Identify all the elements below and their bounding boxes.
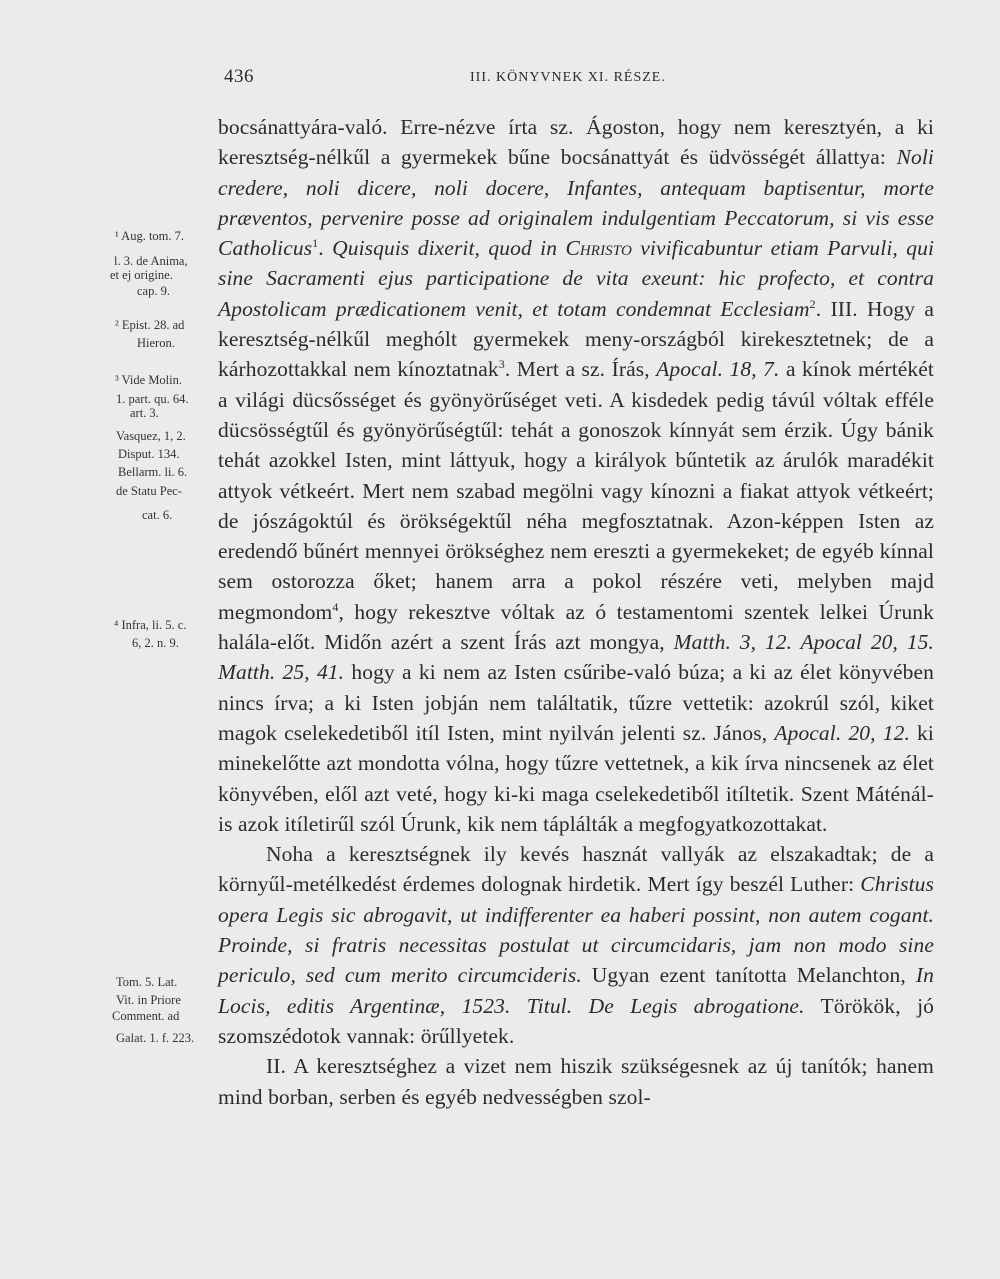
margin-note: art. 3. (130, 406, 159, 420)
footnote-ref: 1 (312, 236, 319, 251)
margin-note: Comment. ad (112, 1009, 180, 1023)
latin-quote: Quisquis dixerit, quod in (332, 236, 566, 261)
scripture-reference: Apocal. 18, 7. (656, 357, 780, 382)
margin-note: Vit. in Priore (116, 993, 181, 1007)
text-run: bocsánattyára-való. Erre-nézve írta sz. Ágoston, hogy nem keresztyén, a ki keresztség-nélkűl a gyermekek bűne bocsánattyát és üdvösségét állattya: (218, 115, 934, 170)
paragraph-1 (218, 112, 934, 839)
text-run: a kínok mértékét a világi dücsősséget és gyönyörűséget veti. A kisdedek pedig távúl vóltak efféle dücsösségtűl és gyönyörűségtűl: tehát a gonoszok kínnyát sem érzik. Úgy bánik tehát azokkel Isten, mint láttyuk, hogy a királyok bűntetik az árulók maradékit attyok vétkeért. Mert nem szabad megölni vagy kínozni a fiakat attyok vétkeért; de jószágoktúl és örökségektűl néha megfosztatnak. Azon-képpen Isten az eredendő bűnért mennyei örökséghez nem ereszti a gyermekeket; de egyéb kínnal sem ostorozza őket; hanem arra a pokol részére veti, melyben majd megmondom (218, 357, 934, 624)
margin-note: ³ Vide Molin. (115, 373, 183, 387)
footnote-ref: 4 (332, 599, 339, 614)
text-run: , hogy rekesztve vóltak az ó testamentomi szentek lelkei Úrunk halála-előt. Midőn azért a szent Írás azt mongya, (218, 599, 934, 655)
text-run: Ugyan ezent tanította Melanchton, (581, 963, 916, 988)
text-run: . (318, 236, 333, 261)
margin-note: Bellarm. li. 6. (118, 465, 188, 479)
margin-note: Galat. 1. f. 223. (116, 1031, 195, 1045)
margin-note: l. 3. de Anima, (114, 254, 188, 268)
footnote-ref: 2 (809, 296, 816, 311)
paragraph-2 (218, 839, 934, 1051)
text-run: . III. Hogy a keresztség-nélkűl meghólt gyermekek meny-országból kirekesztetnek; de a kárhozottakkal nem kínoztatnak (218, 296, 934, 382)
latin-quote: Noli credere, noli dicere, noli docere, Infantes, antequam baptisentur, morte præventos, pervenire posse ad originalem indulgentiam Peccatorum, si vis esse Catholicus (218, 145, 934, 261)
text-run: Noha a keresztségnek ily kevés hasznát vallyák az elszakadtak; de a környűl-metélkedést érdemes dolognak hirdetik. Mert így beszél Luther: (218, 842, 934, 897)
margin-note: Disput. 134. (118, 447, 180, 461)
margin-note: 1. part. qu. 64. (116, 392, 189, 406)
margin-note: cat. 6. (142, 508, 173, 522)
latin-quote-smallcaps: Christo (565, 236, 632, 261)
margin-note: et ej origine. (110, 268, 173, 282)
margin-note: Vasquez, 1, 2. (116, 429, 186, 443)
book-reference: In Locis, editis Argentinæ, 1523. Titul. De Legis abrogatione. (218, 963, 934, 1018)
margin-note: Hieron. (137, 336, 175, 350)
text-run: ki minekelőtte azt mondotta vólna, hogy tűzre vettetnek, a kik írva nincsenek az élet könyvében, elől azt veté, hogy ki-ki maga cselekedetiből itíltetik. Szent Máténál-is azok itíletirűl szól Úrunk, kik nem táplálták a megfogyatkozottakat. (218, 720, 934, 836)
margin-note: Tom. 5. Lat. (116, 975, 178, 989)
scripture-reference: Apocal. 20, 12. (774, 720, 910, 745)
page-number: 436 (224, 66, 254, 87)
margin-note: ⁴ Infra, li. 5. c. (114, 618, 187, 632)
latin-quote: Christus opera Legis sic abrogavit, ut indifferenter ea haberi possint, non autem cogant. Proinde, si fratris necessitas postulat ut circumcidaris, jam non modo sine periculo, sed cum merito circumcideris. (218, 872, 934, 988)
text-run: hogy a ki nem az Isten csűribe-való búza; a ki az élet könyvében nincs írva; a ki Isten jobján nem találtatik, tűzre vettetik: azokrúl szól, kiket magok cselekedetiből itíl Isten, mint nyilván jelenti sz. János, (218, 660, 934, 745)
latin-quote: vivificabuntur etiam Parvuli, qui sine Sacramenti ejus participatione de vita exeunt: hic profecto, et contra Apostolicam prædicationem venit, et totam condemnat Ecclesiam (218, 236, 935, 321)
text-run: II. A keresztséghez a vizet nem hiszik szükségesnek az új tanítók; hanem mind borban, serben és egyéb nedvességben szol- (218, 1054, 934, 1109)
scripture-reference: Matth. 3, 12. Apocal 20, 15. Matth. 25, 41. (218, 630, 934, 685)
main-text (218, 112, 934, 1112)
paragraph-3 (218, 1051, 934, 1112)
text-run: . Mert a sz. Írás, (504, 357, 657, 382)
margin-note: ² Epist. 28. ad (115, 318, 185, 332)
margin-note: cap. 9. (137, 284, 170, 298)
text-run: Törökök, jó szomszédotok vannak: örűllyetek. (218, 993, 935, 1048)
margin-note: 6, 2. n. 9. (132, 636, 179, 650)
running-title: III. KÖNYVNEK XI. RÉSZE. (470, 70, 666, 85)
footnote-ref: 3 (498, 357, 505, 372)
margin-note: de Statu Pec- (116, 484, 182, 498)
margin-note: ¹ Aug. tom. 7. (115, 229, 185, 243)
